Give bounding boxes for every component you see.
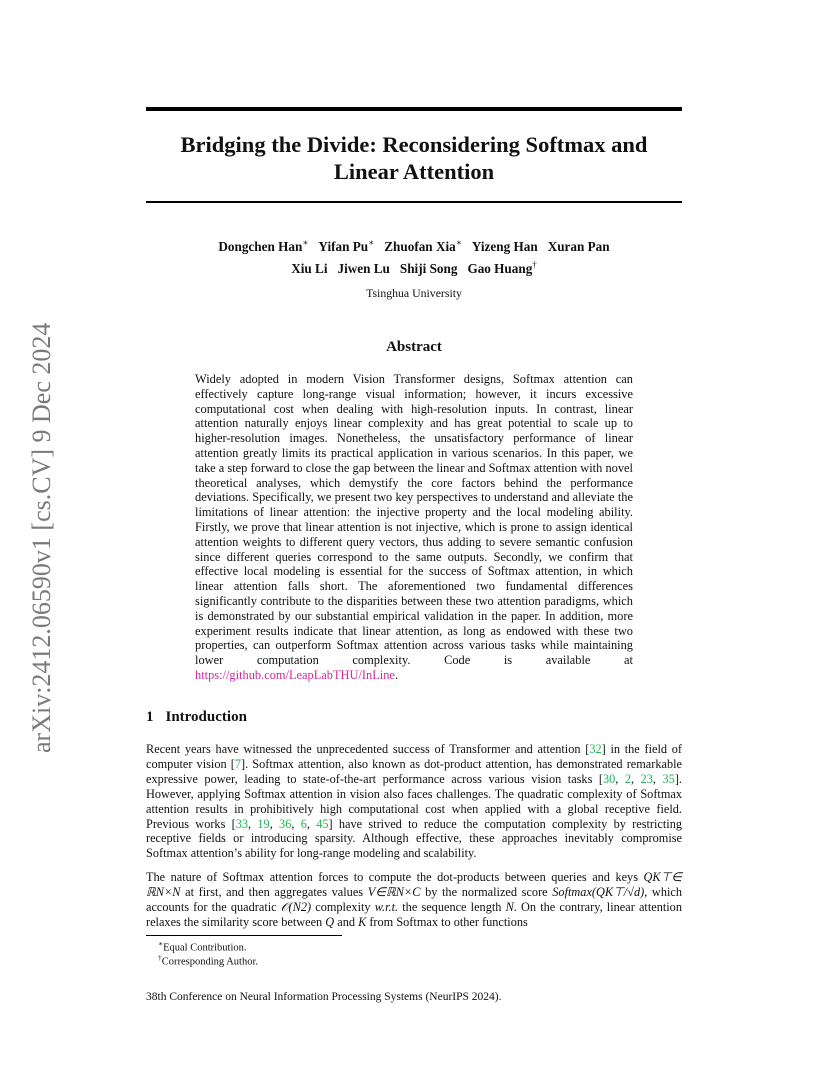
text-run: ,: [615, 771, 625, 786]
footnote-mark: †: [158, 953, 162, 962]
math-expression: K: [358, 914, 367, 929]
math-expression: N: [505, 899, 514, 914]
author-name: Xuran Pan: [547, 239, 610, 255]
author-list-row-2: [146, 260, 682, 277]
citation-link[interactable]: 2: [624, 771, 632, 786]
author-list-row-1: [146, 238, 682, 255]
footnote-text: Equal Contribution.: [163, 942, 247, 954]
author-mark: ∗: [302, 238, 309, 248]
math-expression: Softmax(QK⊤/√d): [552, 884, 645, 899]
section-heading-introduction: [146, 709, 247, 726]
code-link[interactable]: https://github.com/LeapLabTHU/InLine: [195, 667, 395, 682]
author-name: Zhuofan Xia∗: [384, 238, 462, 255]
arxiv-id-text: arXiv:2412.06590v1 [cs.CV] 9 Dec 2024: [27, 322, 56, 753]
intro-paragraph-2: [146, 870, 682, 930]
text-run: from Softmax to other functions: [366, 914, 528, 929]
abstract-text: Widely adopted in modern Vision Transformer designs, Softmax attention can effectively capture long-range visual information; however, it incurs excessive computational cost when dealing with high-resolution inputs. In contrast, linear attention naturally enjoys linear complexity and has great potential to scale up to higher-resolution images. Nonetheless, the unsatisfactory performance of linear attention greatly limits its practical application in various scenarios. In this paper, we take a step forward to close the gap between the linear and Softmax attention with novel theoretical analyses, which demystify the core factors behind the performance deviations. Specifically, we present two key perspectives to understand and alleviate the limitations of linear attention: the injective property and the local modeling ability. Firstly, we prove that linear attention is not injective, which is prone to assign identical attention weights to different query vectors, thus adding to severe semantic confusion since different queries correspond to the same outputs. Secondly, we confirm that effective local modeling is essential for the success of Softmax attention, in which linear attention falls short. The aforementioned two fundamental differences significantly contribute to the disparities between these two attention paradigms, which is demonstrated by our substantial empirical validation in the paper. In addition, more experiment results indicate that linear attention, as long as endowed with these two properties, can outperform Softmax attention across various tasks while maintaining lower computation complexity.: [195, 372, 633, 668]
citation-link[interactable]: 33: [235, 816, 249, 831]
paper-title: [146, 131, 682, 185]
citation-link[interactable]: 7: [234, 756, 241, 771]
text-run: ,: [269, 816, 280, 831]
arxiv-side-identifier: [18, 291, 62, 753]
title-line-2: Linear Attention: [333, 159, 495, 184]
text-run: ,: [306, 816, 317, 831]
citation-link[interactable]: 45: [316, 816, 329, 831]
author-name: Yizeng Han: [471, 239, 538, 255]
math-expression: 𝒪(N2): [280, 899, 312, 914]
footnote-equal-contribution: [158, 939, 247, 954]
math-expression: QK⊤∈ ℝN×N: [146, 870, 682, 899]
abstract-body: [195, 372, 633, 683]
author-name: Yifan Pu∗: [318, 238, 375, 255]
venue-notice: 38th Conference on Neural Information Processing Systems (NeurIPS 2024).: [146, 991, 502, 1003]
citation-link[interactable]: 32: [589, 742, 602, 756]
code-prefix: Code is available at: [444, 653, 633, 668]
text-run: Recent years have witnessed the unprecedented success of Transformer and attention [: [146, 742, 590, 756]
text-run: the sequence length: [398, 899, 506, 914]
author-name: Gao Huang†: [467, 260, 537, 277]
footnote-mark: ∗: [158, 939, 164, 948]
text-run: ] have strived to reduce the computation complexity by restricting receptive fields or introducing sparsity. Although effective, these approaches inevitably compromise Softmax attention’s ability for long-range modeling and scalability.: [146, 816, 683, 861]
footnote-corresponding-author: [158, 953, 258, 968]
text-run: ,: [652, 771, 663, 786]
title-rule-bottom: [146, 201, 682, 203]
author-name: Jiwen Lu: [337, 261, 390, 277]
footnote-rule: [146, 935, 342, 936]
text-run: ] in the field of computer vision [: [146, 742, 682, 771]
affiliation: Tsinghua University: [366, 286, 462, 300]
section-number: 1: [146, 709, 154, 725]
intro-paragraph-1: [146, 742, 682, 861]
abstract-heading: Abstract: [386, 339, 442, 355]
author-mark: ∗: [455, 238, 462, 248]
text-run: ,: [248, 816, 258, 831]
text-run: ,: [631, 771, 641, 786]
citation-link[interactable]: 30: [602, 771, 616, 786]
title-line-1: Bridging the Divide: Reconsidering Softmax and: [180, 132, 648, 157]
title-rule-top: [146, 107, 682, 111]
text-run: . On the contrary, linear attention relaxes the similarity score between: [146, 899, 682, 929]
math-expression: Q: [325, 914, 335, 929]
citation-link[interactable]: 36: [279, 816, 292, 831]
section-title: Introduction: [165, 709, 247, 725]
code-suffix: .: [394, 667, 399, 682]
text-run: and: [334, 914, 359, 929]
text-run: The nature of Softmax attention forces to compute the dot-products between queries and keys: [146, 870, 644, 884]
author-name: Xiu Li: [291, 261, 328, 277]
author-name: Dongchen Han∗: [218, 238, 309, 255]
text-run: ]. However, applying Softmax attention in vision also faces challenges. The quadratic complexity of Softmax attention results in prohibitively high computational cost when applied with a global receptive field. Previous works [: [146, 771, 682, 831]
text-run: ]. Softmax attention, also known as dot-product attention, has demonstrated remarkable expressive power, leading to state-of-the-art performance across various vision tasks [: [146, 756, 682, 786]
citation-link[interactable]: 19: [257, 816, 270, 831]
citation-link[interactable]: 23: [640, 771, 653, 786]
text-run: at first, and then aggregates values: [180, 884, 368, 899]
citation-link[interactable]: 35: [662, 771, 675, 786]
text-run: , which accounts for the quadratic: [146, 884, 682, 914]
author-mark: ∗: [368, 238, 375, 248]
footnote-text: Corresponding Author.: [161, 956, 258, 968]
text-run: ,: [291, 816, 301, 831]
author-name: Shiji Song: [399, 261, 458, 277]
text-run: by the normalized score: [420, 884, 553, 899]
author-mark: †: [532, 260, 537, 270]
citation-link[interactable]: 6: [300, 816, 307, 831]
math-expression: V∈ℝN×C: [367, 884, 421, 899]
text-run: complexity: [311, 899, 375, 914]
math-expression: w.r.t.: [374, 899, 399, 914]
